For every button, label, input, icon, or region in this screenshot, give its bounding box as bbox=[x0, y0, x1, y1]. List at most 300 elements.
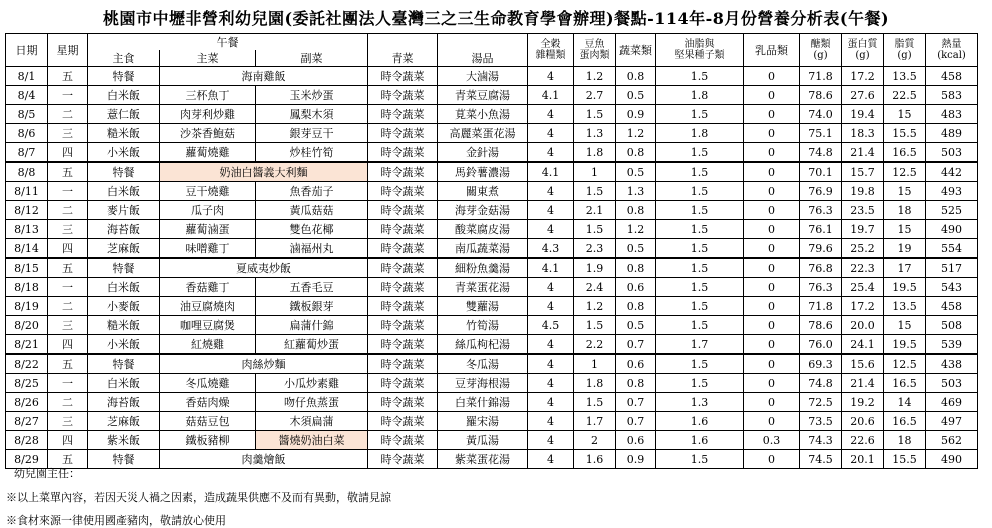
soup-cell: 海芽金菇湯 bbox=[438, 201, 528, 220]
date-cell: 8/25 bbox=[6, 374, 48, 393]
table-row bbox=[6, 258, 978, 278]
soup-cell: 雙蘿湯 bbox=[438, 297, 528, 316]
fat-cell: 18 bbox=[884, 431, 926, 450]
table-row bbox=[6, 297, 978, 316]
soup-cell: 高麗菜蛋花湯 bbox=[438, 124, 528, 143]
dairy-cell: 0 bbox=[744, 354, 800, 374]
vegetable-cell: 時令蔬菜 bbox=[368, 105, 438, 124]
soup-cell: 豆芽海根湯 bbox=[438, 374, 528, 393]
soup-cell: 絲瓜枸杞湯 bbox=[438, 335, 528, 355]
table-row bbox=[6, 105, 978, 124]
weekday-cell: 二 bbox=[48, 105, 88, 124]
staple-cell: 白米飯 bbox=[88, 374, 160, 393]
staple-cell: 糙米飯 bbox=[88, 124, 160, 143]
fat-cell: 15 bbox=[884, 316, 926, 335]
table-row bbox=[6, 316, 978, 335]
carb-cell: 73.5 bbox=[800, 412, 842, 431]
calorie-cell: 508 bbox=[926, 316, 978, 335]
dairy-cell: 0 bbox=[744, 86, 800, 105]
fat-cell: 17 bbox=[884, 258, 926, 278]
header-dairy: 乳品類 bbox=[744, 34, 800, 67]
calorie-cell: 525 bbox=[926, 201, 978, 220]
header-soup bbox=[438, 34, 528, 67]
fat-cell: 13.5 bbox=[884, 297, 926, 316]
main-dish-cell: 蘿蔔滷蛋 bbox=[160, 220, 256, 239]
dairy-cell: 0 bbox=[744, 201, 800, 220]
calorie-cell: 490 bbox=[926, 220, 978, 239]
weekday-cell: 一 bbox=[48, 182, 88, 201]
carb-cell: 78.6 bbox=[800, 86, 842, 105]
header-fat-line2: (g) bbox=[897, 50, 912, 61]
staple-cell: 麥片飯 bbox=[88, 201, 160, 220]
fat-cell: 14 bbox=[884, 393, 926, 412]
header-fat bbox=[884, 34, 926, 67]
header-fat-line1: 脂質 bbox=[894, 39, 915, 50]
header-carb bbox=[800, 34, 842, 67]
weekday-cell: 五 bbox=[48, 67, 88, 86]
vegetable-cell: 時令蔬菜 bbox=[368, 431, 438, 450]
vegetable-cell: 時令蔬菜 bbox=[368, 201, 438, 220]
side-dish-cell: 木須扁蒲 bbox=[256, 412, 368, 431]
grain-cell: 4.1 bbox=[528, 86, 574, 105]
main-dish-cell: 瓜子肉 bbox=[160, 201, 256, 220]
protein-cell: 19.7 bbox=[842, 220, 884, 239]
grain-cell: 4.1 bbox=[528, 258, 574, 278]
main-dish-cell: 肉絲炒麵 bbox=[160, 354, 368, 374]
table-row bbox=[6, 86, 978, 105]
side-dish-cell: 炒桂竹筍 bbox=[256, 143, 368, 163]
header-bean-line2: 蛋肉類 bbox=[579, 50, 610, 61]
header-calories-line1: 熱量 bbox=[941, 39, 962, 50]
date-cell: 8/18 bbox=[6, 278, 48, 297]
date-cell: 8/19 bbox=[6, 297, 48, 316]
weekday-cell: 五 bbox=[48, 450, 88, 469]
grain-cell: 4 bbox=[528, 105, 574, 124]
date-cell: 8/7 bbox=[6, 143, 48, 163]
protein-food-cell: 1 bbox=[574, 354, 616, 374]
protein-cell: 25.2 bbox=[842, 239, 884, 259]
soup-cell: 紫菜蛋花湯 bbox=[438, 450, 528, 469]
date-cell: 8/12 bbox=[6, 201, 48, 220]
vegetable-serving-cell: 1.2 bbox=[616, 220, 656, 239]
weekday-cell: 四 bbox=[48, 143, 88, 163]
weekday-cell: 一 bbox=[48, 278, 88, 297]
protein-food-cell: 1.8 bbox=[574, 374, 616, 393]
table-row bbox=[6, 143, 978, 163]
side-dish-cell: 鐵板銀芽 bbox=[256, 297, 368, 316]
oil-cell: 1.5 bbox=[656, 182, 744, 201]
dairy-cell: 0 bbox=[744, 278, 800, 297]
vegetable-serving-cell: 0.8 bbox=[616, 143, 656, 163]
soup-cell: 冬瓜湯 bbox=[438, 354, 528, 374]
date-cell: 8/1 bbox=[6, 67, 48, 86]
header-lunch: 午餐 bbox=[88, 34, 368, 51]
staple-cell: 特餐 bbox=[88, 162, 160, 182]
grain-cell: 4 bbox=[528, 143, 574, 163]
staple-cell: 芝麻飯 bbox=[88, 239, 160, 259]
weekday-cell: 三 bbox=[48, 124, 88, 143]
main-dish-cell: 三杯魚丁 bbox=[160, 86, 256, 105]
staple-cell: 海苔飯 bbox=[88, 393, 160, 412]
weekday-cell: 五 bbox=[48, 258, 88, 278]
carb-cell: 76.0 bbox=[800, 335, 842, 355]
vegetable-cell: 時令蔬菜 bbox=[368, 412, 438, 431]
table-row bbox=[6, 239, 978, 259]
staple-cell: 特餐 bbox=[88, 67, 160, 86]
oil-cell: 1.8 bbox=[656, 124, 744, 143]
vegetable-serving-cell: 0.5 bbox=[616, 162, 656, 182]
protein-food-cell: 1.2 bbox=[574, 67, 616, 86]
dairy-cell: 0 bbox=[744, 450, 800, 469]
side-dish-cell: 玉米炒蛋 bbox=[256, 86, 368, 105]
soup-cell: 莧菜小魚湯 bbox=[438, 105, 528, 124]
vegetable-cell: 時令蔬菜 bbox=[368, 67, 438, 86]
table-row bbox=[6, 354, 978, 374]
director-signature-label: 幼兒園主任： bbox=[14, 467, 80, 480]
vegetable-serving-cell: 0.5 bbox=[616, 86, 656, 105]
vegetable-serving-cell: 0.6 bbox=[616, 431, 656, 450]
main-dish-cell: 香菇雞丁 bbox=[160, 278, 256, 297]
protein-cell: 15.6 bbox=[842, 354, 884, 374]
header-veg bbox=[368, 34, 438, 67]
date-cell: 8/26 bbox=[6, 393, 48, 412]
protein-food-cell: 1.9 bbox=[574, 258, 616, 278]
carb-cell: 74.3 bbox=[800, 431, 842, 450]
vegetable-cell: 時令蔬菜 bbox=[368, 220, 438, 239]
carb-cell: 78.6 bbox=[800, 316, 842, 335]
protein-cell: 21.4 bbox=[842, 374, 884, 393]
carb-cell: 74.8 bbox=[800, 374, 842, 393]
calorie-cell: 490 bbox=[926, 450, 978, 469]
vegetable-serving-cell: 0.9 bbox=[616, 450, 656, 469]
vegetable-serving-cell: 0.8 bbox=[616, 297, 656, 316]
staple-cell: 小麥飯 bbox=[88, 297, 160, 316]
soup-cell: 馬鈴薯濃湯 bbox=[438, 162, 528, 182]
fat-cell: 15 bbox=[884, 182, 926, 201]
carb-cell: 69.3 bbox=[800, 354, 842, 374]
protein-cell: 22.3 bbox=[842, 258, 884, 278]
grain-cell: 4 bbox=[528, 297, 574, 316]
footer-note-pork: ※食材來源一律使用國產豬肉，敬請放心使用 bbox=[6, 514, 226, 527]
date-cell: 8/11 bbox=[6, 182, 48, 201]
vegetable-serving-cell: 1.3 bbox=[616, 182, 656, 201]
vegetable-cell: 時令蔬菜 bbox=[368, 239, 438, 259]
side-dish-cell: 紅蘿蔔炒蛋 bbox=[256, 335, 368, 355]
fat-cell: 15.5 bbox=[884, 450, 926, 469]
side-dish-cell: 銀芽豆干 bbox=[256, 124, 368, 143]
staple-cell: 小米飯 bbox=[88, 143, 160, 163]
carb-cell: 74.5 bbox=[800, 450, 842, 469]
side-dish-cell: 小瓜炒素雞 bbox=[256, 374, 368, 393]
oil-cell: 1.5 bbox=[656, 450, 744, 469]
weekday-cell: 三 bbox=[48, 316, 88, 335]
weekday-cell: 二 bbox=[48, 297, 88, 316]
protein-food-cell: 1.2 bbox=[574, 297, 616, 316]
calorie-cell: 497 bbox=[926, 412, 978, 431]
carb-cell: 72.5 bbox=[800, 393, 842, 412]
staple-cell: 白米飯 bbox=[88, 278, 160, 297]
fat-cell: 12.5 bbox=[884, 162, 926, 182]
carb-cell: 76.8 bbox=[800, 258, 842, 278]
calorie-cell: 442 bbox=[926, 162, 978, 182]
grain-cell: 4 bbox=[528, 278, 574, 297]
staple-cell: 特餐 bbox=[88, 258, 160, 278]
oil-cell: 1.5 bbox=[656, 105, 744, 124]
table-row bbox=[6, 220, 978, 239]
dairy-cell: 0 bbox=[744, 162, 800, 182]
main-dish-cell: 香菇肉燥 bbox=[160, 393, 256, 412]
soup-cell: 關東煮 bbox=[438, 182, 528, 201]
carb-cell: 71.8 bbox=[800, 67, 842, 86]
protein-food-cell: 1.6 bbox=[574, 450, 616, 469]
fat-cell: 18 bbox=[884, 201, 926, 220]
fat-cell: 15 bbox=[884, 220, 926, 239]
staple-cell: 白米飯 bbox=[88, 182, 160, 201]
header-oil-line1: 油脂與 bbox=[684, 39, 715, 50]
dairy-cell: 0 bbox=[744, 335, 800, 355]
protein-cell: 18.3 bbox=[842, 124, 884, 143]
protein-food-cell: 1.5 bbox=[574, 316, 616, 335]
protein-food-cell: 2.1 bbox=[574, 201, 616, 220]
table-row bbox=[6, 450, 978, 469]
protein-food-cell: 1.3 bbox=[574, 124, 616, 143]
weekday-cell: 二 bbox=[48, 201, 88, 220]
header-protein bbox=[842, 34, 884, 67]
protein-cell: 15.7 bbox=[842, 162, 884, 182]
main-dish-cell: 肉羹燴飯 bbox=[160, 450, 368, 469]
protein-cell: 25.4 bbox=[842, 278, 884, 297]
grain-cell: 4 bbox=[528, 67, 574, 86]
soup-cell: 羅宋湯 bbox=[438, 412, 528, 431]
soup-cell: 白菜什錦湯 bbox=[438, 393, 528, 412]
dairy-cell: 0 bbox=[744, 393, 800, 412]
side-dish-cell: 滷福州丸 bbox=[256, 239, 368, 259]
calorie-cell: 489 bbox=[926, 124, 978, 143]
weekday-cell: 四 bbox=[48, 239, 88, 259]
calorie-cell: 554 bbox=[926, 239, 978, 259]
staple-cell: 海苔飯 bbox=[88, 220, 160, 239]
carb-cell: 76.1 bbox=[800, 220, 842, 239]
protein-food-cell: 2.2 bbox=[574, 335, 616, 355]
weekday-cell: 三 bbox=[48, 412, 88, 431]
oil-cell: 1.5 bbox=[656, 67, 744, 86]
protein-food-cell: 1.8 bbox=[574, 143, 616, 163]
carb-cell: 71.8 bbox=[800, 297, 842, 316]
table-row bbox=[6, 393, 978, 412]
protein-food-cell: 1.5 bbox=[574, 182, 616, 201]
calorie-cell: 539 bbox=[926, 335, 978, 355]
side-dish-cell: 鳳梨木須 bbox=[256, 105, 368, 124]
oil-cell: 1.5 bbox=[656, 201, 744, 220]
vegetable-serving-cell: 0.7 bbox=[616, 335, 656, 355]
table-row bbox=[6, 201, 978, 220]
main-dish-cell: 味噌雞丁 bbox=[160, 239, 256, 259]
side-dish-cell: 魚香茄子 bbox=[256, 182, 368, 201]
fat-cell: 22.5 bbox=[884, 86, 926, 105]
dairy-cell: 0 bbox=[744, 412, 800, 431]
vegetable-serving-cell: 0.8 bbox=[616, 201, 656, 220]
vegetable-cell: 時令蔬菜 bbox=[368, 124, 438, 143]
side-dish-cell: 五香毛豆 bbox=[256, 278, 368, 297]
protein-cell: 27.6 bbox=[842, 86, 884, 105]
vegetable-cell: 時令蔬菜 bbox=[368, 297, 438, 316]
header-side: 副菜 bbox=[256, 50, 368, 67]
fat-cell: 19.5 bbox=[884, 335, 926, 355]
main-dish-cell: 鐵板豬柳 bbox=[160, 431, 256, 450]
dairy-cell: 0 bbox=[744, 374, 800, 393]
table-row bbox=[6, 431, 978, 450]
vegetable-serving-cell: 0.7 bbox=[616, 412, 656, 431]
carb-cell: 74.0 bbox=[800, 105, 842, 124]
header-bean-line1: 豆魚 bbox=[584, 39, 605, 50]
main-dish-cell: 菇菇豆包 bbox=[160, 412, 256, 431]
vegetable-cell: 時令蔬菜 bbox=[368, 278, 438, 297]
oil-cell: 1.7 bbox=[656, 335, 744, 355]
fat-cell: 19.5 bbox=[884, 278, 926, 297]
date-cell: 8/14 bbox=[6, 239, 48, 259]
dairy-cell: 0 bbox=[744, 316, 800, 335]
calorie-cell: 583 bbox=[926, 86, 978, 105]
vegetable-serving-cell: 0.6 bbox=[616, 278, 656, 297]
weekday-cell: 四 bbox=[48, 431, 88, 450]
staple-cell: 芝麻飯 bbox=[88, 412, 160, 431]
main-dish-cell: 冬瓜燒雞 bbox=[160, 374, 256, 393]
oil-cell: 1.5 bbox=[656, 278, 744, 297]
dairy-cell: 0 bbox=[744, 143, 800, 163]
table-row bbox=[6, 67, 978, 86]
oil-cell: 1.3 bbox=[656, 393, 744, 412]
date-cell: 8/28 bbox=[6, 431, 48, 450]
date-cell: 8/22 bbox=[6, 354, 48, 374]
grain-cell: 4 bbox=[528, 450, 574, 469]
footer-note-substitution: ※以上菜單內容，若因天災人禍之因素，造成蔬果供應不及而有異動，敬請見諒 bbox=[6, 491, 391, 504]
soup-cell: 大滷湯 bbox=[438, 67, 528, 86]
calorie-cell: 438 bbox=[926, 354, 978, 374]
dairy-cell: 0 bbox=[744, 124, 800, 143]
protein-cell: 19.8 bbox=[842, 182, 884, 201]
date-cell: 8/6 bbox=[6, 124, 48, 143]
vegetable-cell: 時令蔬菜 bbox=[368, 393, 438, 412]
oil-cell: 1.5 bbox=[656, 258, 744, 278]
header-calories-line2: (kcal) bbox=[937, 50, 966, 61]
header-carb-line1: 醣類 bbox=[810, 39, 831, 50]
date-cell: 8/29 bbox=[6, 450, 48, 469]
protein-cell: 19.2 bbox=[842, 393, 884, 412]
main-dish-cell: 奶油白醬義大利麵 bbox=[160, 162, 368, 182]
fat-cell: 13.5 bbox=[884, 67, 926, 86]
nutrition-table bbox=[5, 33, 978, 469]
carb-cell: 76.3 bbox=[800, 278, 842, 297]
calorie-cell: 469 bbox=[926, 393, 978, 412]
date-cell: 8/8 bbox=[6, 162, 48, 182]
calorie-cell: 458 bbox=[926, 297, 978, 316]
calorie-cell: 458 bbox=[926, 67, 978, 86]
main-dish-cell: 夏威夷炒飯 bbox=[160, 258, 368, 278]
dairy-cell: 0 bbox=[744, 67, 800, 86]
carb-cell: 74.8 bbox=[800, 143, 842, 163]
dairy-cell: 0 bbox=[744, 239, 800, 259]
side-dish-cell: 醬燒奶油白菜 bbox=[256, 431, 368, 450]
fat-cell: 16.5 bbox=[884, 412, 926, 431]
oil-cell: 1.5 bbox=[656, 239, 744, 259]
vegetable-serving-cell: 0.8 bbox=[616, 258, 656, 278]
vegetable-serving-cell: 0.7 bbox=[616, 393, 656, 412]
dairy-cell: 0 bbox=[744, 220, 800, 239]
staple-cell: 小米飯 bbox=[88, 335, 160, 355]
soup-cell: 細粉魚羹湯 bbox=[438, 258, 528, 278]
soup-cell: 酸菜腐皮湯 bbox=[438, 220, 528, 239]
side-dish-cell: 吻仔魚蒸蛋 bbox=[256, 393, 368, 412]
header-grain bbox=[528, 34, 574, 67]
calorie-cell: 503 bbox=[926, 374, 978, 393]
protein-food-cell: 1 bbox=[574, 162, 616, 182]
oil-cell: 1.5 bbox=[656, 297, 744, 316]
table-row bbox=[6, 162, 978, 182]
vegetable-serving-cell: 0.5 bbox=[616, 316, 656, 335]
fat-cell: 12.5 bbox=[884, 354, 926, 374]
date-cell: 8/5 bbox=[6, 105, 48, 124]
carb-cell: 79.6 bbox=[800, 239, 842, 259]
date-cell: 8/21 bbox=[6, 335, 48, 355]
header-staple: 主食 bbox=[88, 50, 160, 67]
oil-cell: 1.5 bbox=[656, 162, 744, 182]
protein-cell: 20.0 bbox=[842, 316, 884, 335]
calorie-cell: 493 bbox=[926, 182, 978, 201]
weekday-cell: 四 bbox=[48, 335, 88, 355]
side-dish-cell: 黃瓜菇菇 bbox=[256, 201, 368, 220]
date-cell: 8/20 bbox=[6, 316, 48, 335]
header-protein-line2: (g) bbox=[855, 50, 870, 61]
oil-cell: 1.5 bbox=[656, 354, 744, 374]
protein-cell: 17.2 bbox=[842, 67, 884, 86]
calorie-cell: 543 bbox=[926, 278, 978, 297]
carb-cell: 70.1 bbox=[800, 162, 842, 182]
dairy-cell: 0 bbox=[744, 182, 800, 201]
protein-food-cell: 1.7 bbox=[574, 412, 616, 431]
side-dish-cell: 雙色花椰 bbox=[256, 220, 368, 239]
vegetable-cell: 時令蔬菜 bbox=[368, 162, 438, 182]
oil-cell: 1.6 bbox=[656, 431, 744, 450]
table-row bbox=[6, 278, 978, 297]
main-dish-cell: 海南雞飯 bbox=[160, 67, 368, 86]
oil-cell: 1.6 bbox=[656, 412, 744, 431]
protein-food-cell: 1.5 bbox=[574, 393, 616, 412]
weekday-cell: 五 bbox=[48, 162, 88, 182]
grain-cell: 4 bbox=[528, 201, 574, 220]
grain-cell: 4 bbox=[528, 220, 574, 239]
table-header bbox=[6, 34, 978, 67]
header-grain-line2: 雜糧類 bbox=[535, 50, 566, 61]
grain-cell: 4 bbox=[528, 393, 574, 412]
grain-cell: 4 bbox=[528, 412, 574, 431]
protein-cell: 20.6 bbox=[842, 412, 884, 431]
grain-cell: 4 bbox=[528, 124, 574, 143]
vegetable-cell: 時令蔬菜 bbox=[368, 316, 438, 335]
grain-cell: 4.3 bbox=[528, 239, 574, 259]
carb-cell: 76.9 bbox=[800, 182, 842, 201]
oil-cell: 1.5 bbox=[656, 316, 744, 335]
weekday-cell: 一 bbox=[48, 86, 88, 105]
page-title: 桃園市中壢非營利幼兒園(委託社團法人臺灣三之三生命教育學會辦理)餐點-114年-8月份營養分析表(午餐) bbox=[102, 9, 890, 28]
dairy-cell: 0 bbox=[744, 297, 800, 316]
main-dish-cell: 豆干燒雞 bbox=[160, 182, 256, 201]
header-grain-line1: 全穀 bbox=[540, 39, 561, 50]
main-dish-cell: 咖哩豆腐煲 bbox=[160, 316, 256, 335]
header-calories bbox=[926, 34, 978, 67]
header-veg-label: 青菜 bbox=[391, 52, 414, 65]
grain-cell: 4 bbox=[528, 431, 574, 450]
protein-cell: 22.6 bbox=[842, 431, 884, 450]
